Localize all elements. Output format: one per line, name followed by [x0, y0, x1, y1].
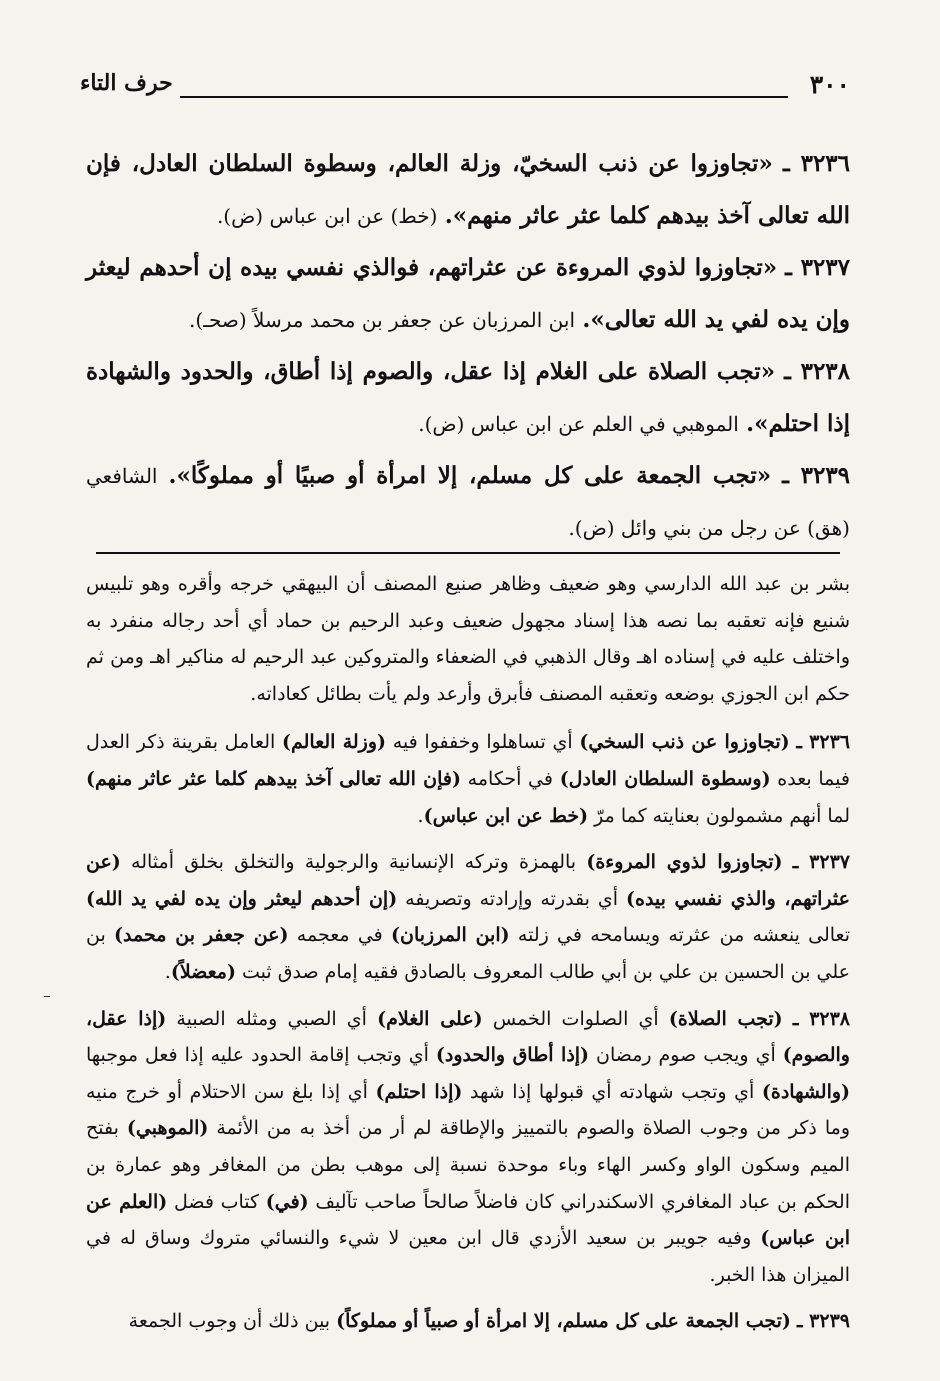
quoted-phrase: (في) [265, 1190, 309, 1213]
margin-mark [44, 996, 50, 997]
quoted-phrase: (إذا احتلم) [375, 1080, 463, 1103]
hadith-number: ٣٢٣٦ ـ [783, 150, 851, 177]
hadith-source: (خط) عن ابن عباس (ض). [216, 204, 438, 228]
commentary-text: أي وتجب شهادته أي قبولها إذا شهد [462, 1080, 762, 1103]
commentary-text: أي ويجب صوم رمضان [589, 1044, 783, 1067]
quoted-phrase: (والشهادة) [761, 1080, 851, 1103]
commentary-text: . [417, 804, 424, 827]
quoted-phrase: (تجاوزوا لذوي المروءة) [586, 851, 783, 874]
quoted-phrase: (عن جعفر بن محمد) [114, 924, 289, 947]
commentary-text: بالهمزة وتركه الإنسانية والرجولية والتخلق بخلق أمثاله [120, 851, 587, 874]
hadith-entry [86, 346, 850, 450]
commentary-text: لما أنهم مشمولون بعنايته كما مرّ [588, 804, 850, 827]
quoted-phrase: (إذا عقل، والصوم) [86, 1007, 850, 1067]
quoted-phrase: (الموهبي) [126, 1117, 209, 1140]
hadith-source: الموهبي في العلم عن ابن عباس (ض). [418, 412, 739, 436]
hadith-source: الشافعي (هق) عن رجل من بني وائل (ض). [86, 464, 850, 540]
hadith-number: ٣٢٣٩ ـ [782, 462, 851, 489]
hadith-text [86, 138, 850, 554]
quoted-phrase: (إذا أطاق والحدود) [435, 1044, 590, 1067]
quoted-phrase: (وزلة العالم) [281, 731, 387, 754]
commentary-text: أي الصبي ومثله الصبية [166, 1007, 378, 1030]
quoted-phrase: (العلم عن ابن عباس) [86, 1190, 850, 1250]
commentary-text: . [164, 960, 171, 983]
hadith-body: «تجب الجمعة على كل مسلم، إلا امرأة أو صبيًا أو مملوكًا». [168, 462, 772, 489]
commentary-text: في معجمه [288, 924, 392, 947]
quoted-phrase: (فإن الله تعالى آخذ بيدهم كلما عثر عاثر منهم) [86, 767, 461, 790]
hadith-body: «تجاوزوا عن ذنب السخيّ، وزلة العالم، وسطوة السلطان العادل، فإن الله تعالى آخذ بيدهم كلما عثر عاثر منهم». [86, 150, 850, 229]
quoted-phrase: (عن عثراتهم، والذي نفسي بيده) [86, 851, 850, 910]
hadith-entry [86, 138, 850, 242]
commentary-text: في أحكامه [460, 767, 560, 790]
commentary-text: بفتح الميم وسكون الواو وكسر الهاء وباء موحدة نسبة إلى موهب بطن من المغافر وهو عمارة بن الحكم بن عباد المغافري الاسكندراني كان فاضلاً صالحاً صاحب تآليف [86, 1117, 850, 1213]
hadith-entry [86, 242, 850, 346]
quoted-phrase: (ابن المرزبان) [391, 924, 510, 947]
commentary-number: ٣٢٣٩ ـ [796, 1310, 850, 1333]
commentary-number: ٣٢٣٦ ـ [796, 731, 850, 754]
commentary-continuation: بشر بن عبد الله الدارسي وهو ضعيف وظاهر صنيع المصنف أن البيهقي خرجه وأقره وهو تلبيس شنيع فإنه تعقبه بما نصه هذا إسناد مجهول ضعيف وعبد الرحيم بن حماد أي أحد رجاله منفرد به واختلف عليه في إسناده اهـ وقال الذهبي في الضعفاء والمتروكين عبد الرحيم له مناكير اهـ ومن ثم حكم ابن الجوزي بوضعه وتعقبه المصنف فأبرق وأرعد ولم يأت بطائل كعاداته. [86, 573, 850, 705]
hadith-entry [86, 450, 850, 554]
hadith-source: ابن المرزبان عن جعفر بن محمد مرسلاً (صحـ). [188, 308, 576, 332]
commentary-text: أي تساهلوا وخففوا فيه [386, 731, 580, 754]
quoted-phrase: (تجاوزوا عن ذنب السخي) [579, 731, 790, 754]
header-rule [180, 96, 788, 98]
commentary-text: بن علي بن الحسين بن علي بن أبي طالب المعروف بالصادق فقيه إمام صدق ثبت [86, 924, 850, 983]
commentary-paragraph [86, 1303, 850, 1340]
commentary-paragraph [86, 724, 850, 834]
hadith-body: «تجاوزوا لذوي المروءة عن عثراتهم، فوالذي نفسي بيده إن أحدهم ليعثر وإن يده لفي يد الله تعالى». [86, 254, 850, 333]
footnote-divider [96, 552, 840, 554]
hadith-body: «تجب الصلاة على الغلام إذا عقل، والصوم إذا أطاق، والحدود والشهادة إذا احتلم». [86, 358, 850, 437]
quoted-phrase: (على الغلام) [377, 1007, 483, 1030]
quoted-phrase: (معضلاً) [170, 960, 236, 983]
page-header [80, 68, 850, 108]
commentary-text: أي الصلوات الخمس [482, 1007, 669, 1030]
quoted-phrase: (خط عن ابن عباس) [423, 804, 589, 827]
commentary-text: تعالى ينعشه من عثرته ويسامحه في زلته [509, 924, 851, 947]
hadith-number: ٣٢٣٨ ـ [784, 358, 851, 385]
commentary-text: العامل بقرينة ذكر العدل فيما بعده [86, 731, 850, 790]
hadith-number: ٣٢٣٧ ـ [785, 254, 850, 281]
quoted-phrase: (إن أحدهم ليعثر وإن يده لفي يد الله) [86, 887, 398, 910]
commentary-number: ٣٢٣٨ ـ [792, 1007, 851, 1030]
page-number: ٣٠٠ [809, 70, 850, 99]
commentary-number: ٣٢٣٧ ـ [792, 851, 850, 874]
commentary-text: بين ذلك أن وجوب الجمعة [128, 1310, 337, 1333]
chapter-title: حرف التاء [80, 70, 173, 96]
commentary-text: أي وتجب إقامة الحدود عليه إذا فعل موجبها [86, 1044, 436, 1067]
quoted-phrase: (تجب الجمعة على كل مسلم، إلا امرأة أو صبياً أو مملوكاً) [336, 1310, 791, 1333]
commentary-text: كتاب فضل [167, 1190, 266, 1213]
commentary-text: أي بقدرته وإرادته وتصريفه [397, 887, 627, 910]
commentary-text: أي إذا بلغ سن الاحتلام أو خرج منيه وما ذكر من وجوب الصلاة والصوم بالتمييز والإطاقة لم أر من أخذ به من الأئمة [86, 1080, 851, 1140]
quoted-phrase: (تجب الصلاة) [668, 1007, 783, 1030]
commentary-paragraph [86, 844, 850, 990]
commentary-paragraph [86, 1001, 850, 1294]
commentary-section [86, 566, 850, 1350]
commentary-text: وفيه جويبر بن سعيد الأزدي قال ابن معين لا شيء والنسائي متروك وساق له في الميزان هذا الخبر. [86, 1227, 850, 1286]
quoted-phrase: (وسطوة السلطان العادل) [559, 767, 771, 790]
